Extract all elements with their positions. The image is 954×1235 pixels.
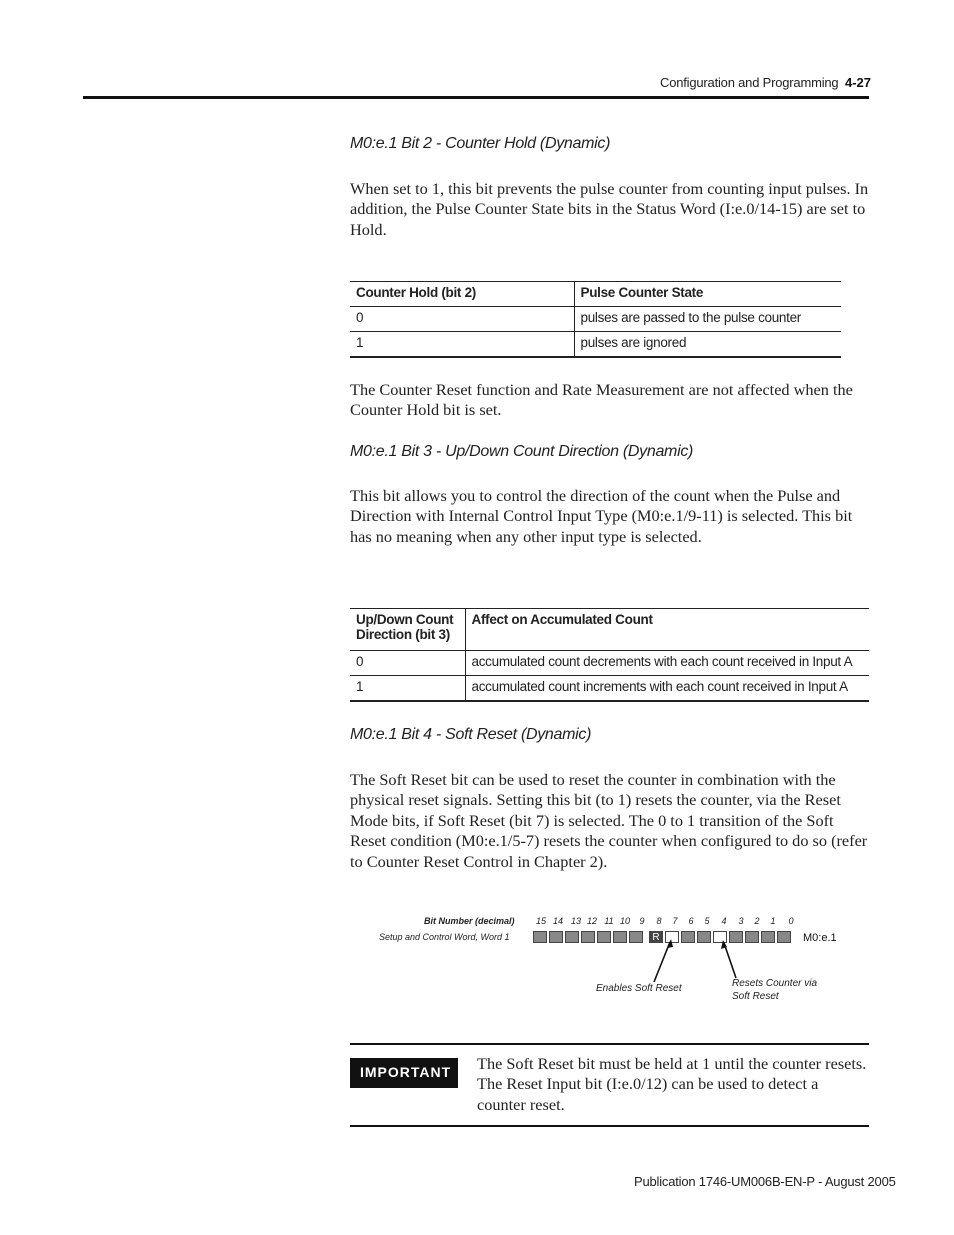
section-heading-soft-reset: M0:e.1 Bit 4 - Soft Reset (Dynamic) — [350, 726, 592, 743]
enables-soft-reset-arrowhead — [667, 939, 673, 948]
counter-hold-note: The Counter Reset function and Rate Measurement are not affected when the Counter Hold bit is set. — [350, 380, 853, 420]
table-row — [350, 307, 841, 332]
bit-number: 10 — [620, 916, 631, 926]
table-cell: 0 — [350, 307, 574, 332]
publication-footer: Publication 1746-UM006B-EN-P - August 2005 — [634, 1174, 896, 1189]
table-cell: 1 — [350, 676, 465, 702]
bit-cell — [597, 931, 611, 943]
bit-number: 12 — [587, 916, 598, 926]
section-heading-count-direction: M0:e.1 Bit 3 - Up/Down Count Direction (Dynamic) — [350, 443, 694, 460]
bit-number: 3 — [738, 916, 744, 926]
section-heading-counter-hold: M0:e.1 Bit 2 - Counter Hold (Dynamic) — [350, 135, 611, 152]
bit-cell — [613, 931, 627, 943]
table-header-cell: Up/Down Count Direction (bit 3) — [350, 609, 465, 651]
bit-cell — [745, 931, 759, 943]
word-name: M0:e.1 — [803, 932, 837, 944]
table-header-cell: Affect on Accumulated Count — [465, 609, 869, 651]
important-text: The Soft Reset bit must be held at 1 until the counter resets. The Reset Input bit (I:e.0/12) can be used to detect a counter reset. — [477, 1054, 867, 1114]
soft-reset-paragraph: The Soft Reset bit can be used to reset the counter in combination with the physical reset signals. Setting this bit (to 1) resets the counter, via the Reset Mode bits, if Soft Reset (bit 7) is selected. The 0 to 1 transition of the Soft Reset condition (M0:e.1/5-7) resets the counter when configured to do so (refer to Counter Reset Control in Chapter 2). — [350, 770, 868, 871]
enables-soft-reset-arrow — [654, 942, 670, 982]
bit-number: 7 — [672, 916, 678, 926]
counter-hold-paragraph: When set to 1, this bit prevents the pulse counter from counting input pulses. In addition, the Pulse Counter State bits in the Status Word (I:e.0/14-15) are set to Hold. — [350, 179, 869, 239]
resets-counter-arrow — [724, 943, 736, 978]
bit-cell — [565, 931, 579, 943]
table-header-cell: Counter Hold (bit 2) — [350, 282, 574, 307]
important-label-box — [350, 1058, 458, 1088]
running-header: Configuration and Programming — [660, 75, 839, 90]
word-label: Setup and Control Word, Word 1 — [379, 932, 510, 942]
bit-number: 15 — [536, 916, 547, 926]
bit-cell — [777, 931, 791, 943]
callout-enables-soft-reset: Enables Soft Reset — [596, 983, 682, 994]
bit-cell — [549, 931, 563, 943]
table-row — [350, 332, 841, 358]
bit-number: 4 — [721, 916, 727, 926]
important-top-rule — [350, 1043, 869, 1045]
bit-number-label: Bit Number (decimal) — [424, 916, 515, 926]
table-cell: pulses are passed to the pulse counter — [574, 307, 841, 332]
count-direction-paragraph: This bit allows you to control the direction of the count when the Pulse and Direction with Internal Control Input Type (M0:e.1/9-11) is selected. This bit has no meaning when any other input type is selected. — [350, 486, 853, 546]
bit-number: 11 — [604, 916, 614, 926]
counter-hold-table — [350, 281, 841, 358]
table-cell: 0 — [350, 651, 465, 676]
bit-number: 1 — [770, 916, 776, 926]
bit-number: 9 — [639, 916, 645, 926]
bit-number: 2 — [754, 916, 760, 926]
bit-number: 0 — [788, 916, 794, 926]
callout-resets-counter-line1: Resets Counter via — [732, 978, 818, 989]
table-row — [350, 651, 869, 676]
callout-resets-counter-line2: Soft Reset — [732, 991, 779, 1002]
table-header-cell: Pulse Counter State — [574, 282, 841, 307]
table-header-row — [350, 609, 869, 651]
table-row — [350, 676, 869, 702]
table-cell: pulses are ignored — [574, 332, 841, 358]
table-cell: accumulated count increments with each count received in Input A — [465, 676, 869, 702]
bit-cell — [761, 931, 775, 943]
important-label: IMPORTANT — [360, 1064, 452, 1080]
bit-cell-reset-mode: R — [649, 931, 663, 943]
bit-cell — [533, 931, 547, 943]
page-number: 4-27 — [845, 75, 872, 90]
bit-cell — [581, 931, 595, 943]
bit-number: 8 — [656, 916, 662, 926]
important-bottom-rule — [350, 1125, 869, 1127]
bit-number: 6 — [688, 916, 694, 926]
table-cell: 1 — [350, 332, 574, 358]
table-header-row — [350, 282, 841, 307]
header-rule — [83, 96, 869, 99]
bit-number: 14 — [553, 916, 564, 926]
bit-number: 13 — [571, 916, 582, 926]
bit-number: 5 — [704, 916, 710, 926]
callout-arrows — [640, 938, 740, 988]
table-cell: accumulated count decrements with each count received in Input A — [465, 651, 869, 676]
count-direction-table — [350, 608, 869, 702]
